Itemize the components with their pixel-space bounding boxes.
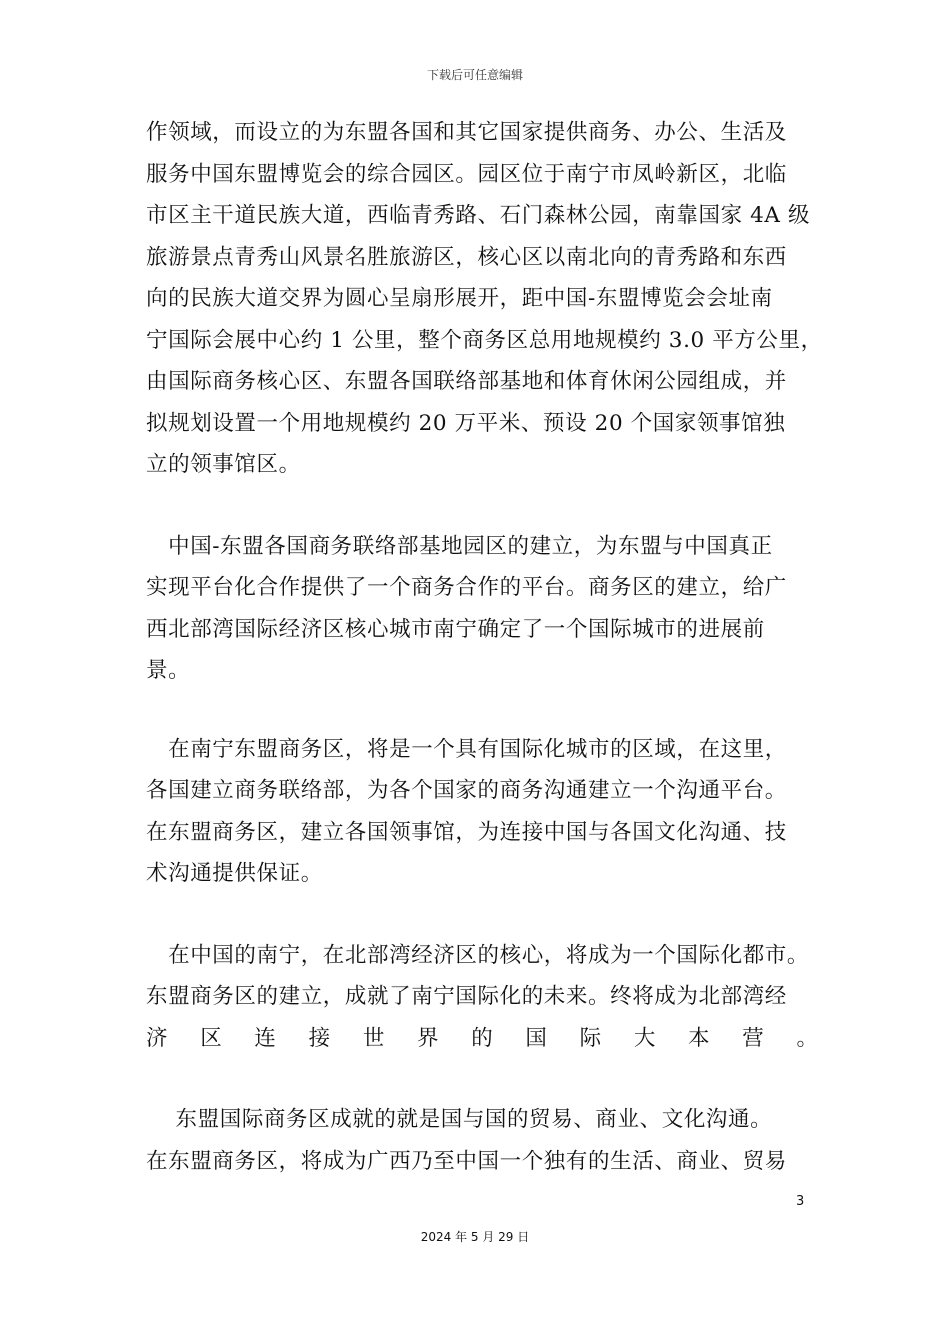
text-line: 实现平台化合作提供了一个商务合作的平台。商务区的建立，给广 [146, 575, 787, 600]
text-char: 界 [417, 1026, 439, 1051]
text-line: 西北部湾国际经济区核心城市南宁确定了一个国际城市的进展前 [146, 617, 765, 642]
text-char: 大 [633, 1026, 656, 1051]
text-char: 世 [362, 1026, 385, 1051]
text-line: 在东盟商务区，将成为广西乃至中国一个独有的生活、商业、贸易 [146, 1149, 787, 1174]
text-char: 济 [146, 1026, 168, 1051]
text-char: 际 [579, 1026, 602, 1051]
text-char: 连 [254, 1026, 276, 1051]
text-line: 宁国际会展中心约 1 公里，整个商务区总用地规模约 3.0 平方公里， [146, 328, 823, 353]
text-char: 本 [688, 1026, 710, 1051]
text-line: 立的领事馆区。 [146, 452, 301, 477]
text-line: 东盟商务区的建立，成就了南宁国际化的未来。终将成为北部湾经 [146, 984, 787, 1009]
text-line: 在东盟商务区，建立各国领事馆，为连接中国与各国文化沟通、技 [146, 820, 787, 845]
text-line: 作领域，而设立的为东盟各国和其它国家提供商务、办公、生活及 [146, 120, 787, 145]
text-line: 拟规划设置一个用地规模约 20 万平米、预设 20 个国家领事馆独 [146, 411, 786, 436]
text-line: 向的民族大道交界为圆心呈扇形展开，距中国-东盟博览会会址南 [146, 286, 773, 311]
text-line-justified [146, 1024, 818, 1054]
text-line: 服务中国东盟博览会的综合园区。园区位于南宁市凤岭新区，北临 [146, 162, 787, 187]
page-number: 3 [796, 1194, 805, 1209]
text-line: 在中国的南宁，在北部湾经济区的核心，将成为一个国际化都市。 [146, 943, 810, 968]
text-char: 区 [200, 1026, 222, 1051]
text-line: 在南宁东盟商务区，将是一个具有国际化城市的区域，在这里， [146, 737, 787, 762]
text-char: 。 [796, 1026, 818, 1051]
page-header: 下载后可任意编辑 [426, 68, 523, 82]
text-line: 景。 [146, 658, 191, 683]
page-footer-date: 2024 年 5 月 29 日 [420, 1230, 530, 1244]
text-char: 营 [742, 1026, 764, 1051]
text-line: 由国际商务核心区、东盟各国联络部基地和体育休闲公园组成，并 [146, 369, 787, 394]
text-char: 国 [525, 1026, 547, 1051]
text-char: 接 [308, 1026, 331, 1051]
text-line: 术沟通提供保证。 [146, 861, 323, 886]
text-char: 的 [471, 1026, 493, 1051]
text-line: 各国建立商务联络部，为各个国家的商务沟通建立一个沟通平台。 [146, 778, 787, 803]
text-line: 市区主干道民族大道，西临青秀路、石门森林公园，南靠国家 4A 级 [146, 203, 811, 228]
text-line: 中国-东盟各国商务联络部基地园区的建立，为东盟与中国真正 [146, 534, 773, 559]
text-line: 东盟国际商务区成就的就是国与国的贸易、商业、文化沟通。 [146, 1107, 773, 1132]
text-line: 旅游景点青秀山风景名胜旅游区，核心区以南北向的青秀路和东西 [146, 245, 787, 270]
